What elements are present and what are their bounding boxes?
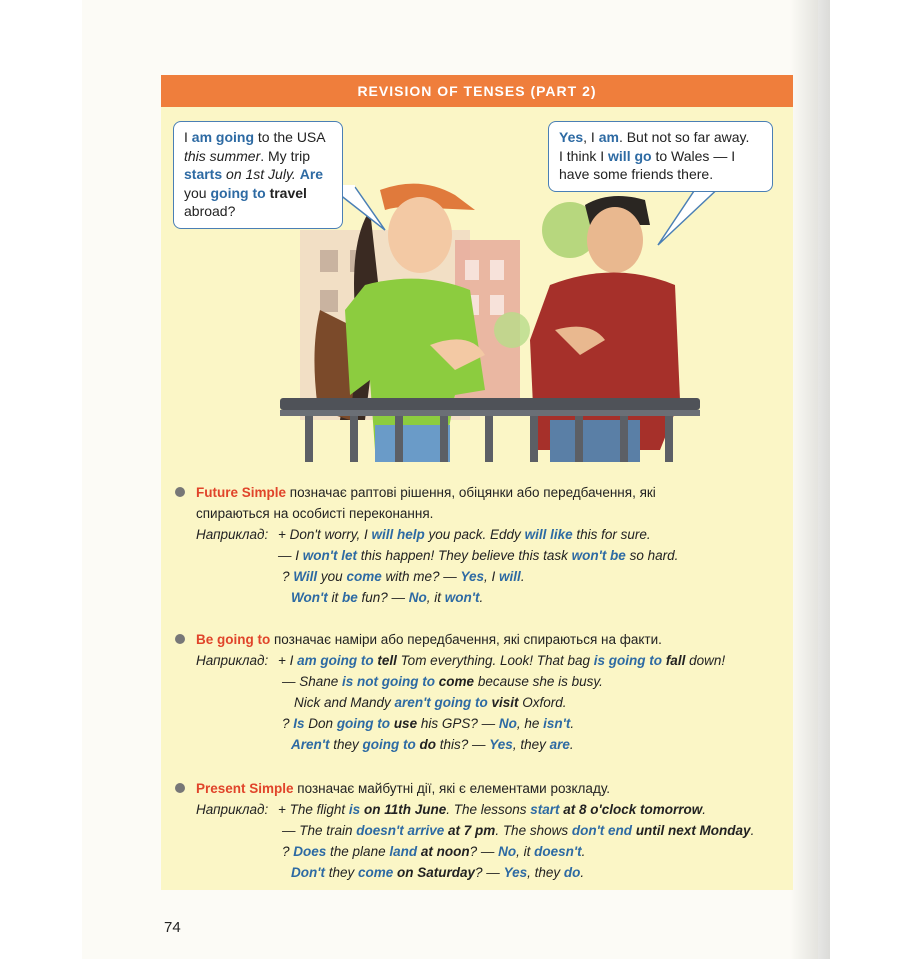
example-line: — The train doesn't arrive at 7 pm. The shows don't end until next Monday. [282, 823, 755, 838]
section-future-simple [175, 482, 775, 612]
bullet-icon [175, 783, 185, 793]
bubble-line: you going to travel [184, 184, 307, 201]
page-gutter-shadow [790, 0, 830, 959]
bubble-line: this summer. My trip [184, 147, 311, 164]
example-line: ? Will you come with me? — Yes, I will. [282, 569, 525, 584]
example-label: Наприклад: [196, 653, 269, 668]
example-label: Наприклад: [196, 802, 269, 817]
example-line: ? Does the plane land at noon? — No, it doesn't. [282, 844, 586, 859]
bubble-line: abroad? [184, 203, 236, 219]
example-line: + I am going to tell Tom everything. Look! That bag is going to fall down! [278, 653, 726, 668]
section-description: спираються на особисті переконання. [196, 506, 434, 521]
page-number: 74 [164, 919, 181, 936]
example-label: Наприклад: [196, 527, 269, 542]
bubble-line: I think I will go to Wales — I [559, 147, 736, 164]
bubble-line: starts on 1st July. Are [184, 166, 324, 182]
example-line: — Shane is not going to come because she is busy. [282, 674, 603, 689]
example-line: Won't it be fun? — No, it won't. [291, 590, 484, 605]
bullet-icon [175, 634, 185, 644]
example-line: Nick and Mandy aren't going to visit Oxford. [294, 695, 567, 710]
example-line: Don't they come on Saturday? — Yes, they do. [291, 865, 585, 880]
example-line: + Don't worry, I will help you pack. Eddy will like this for sure. [278, 527, 651, 542]
girl-speech-bubble [173, 121, 343, 229]
bullet-icon [175, 487, 185, 497]
bubble-line: have some friends there. [559, 166, 714, 182]
example-line: + The flight is on 11th June. The lessons start at 8 o'clock tomorrow. [278, 802, 707, 817]
section-description: Present Simple позначає майбутні дії, які є елементами розкладу. [196, 781, 610, 796]
page-title: REVISION OF TENSES (PART 2) [161, 75, 793, 107]
example-line: — I won't let this happen! They believe this task won't be so hard. [278, 548, 679, 563]
section-be-going-to [175, 629, 775, 759]
section-description: Future Simple позначає раптові рішення, обіцянки або передбачення, які [196, 485, 656, 500]
bubble-line: Yes, I am. But not so far away. [559, 129, 750, 145]
section-present-simple [175, 778, 775, 888]
example-line: Aren't they going to do this? — Yes, they are. [291, 737, 574, 752]
bubble-line: I am going to the USA [184, 129, 326, 145]
boy-speech-bubble [548, 121, 773, 192]
example-line: ? Is Don going to use his GPS? — No, he isn't. [282, 716, 575, 731]
section-description: Be going to позначає наміри або передбачення, які спираються на факти. [196, 632, 662, 647]
